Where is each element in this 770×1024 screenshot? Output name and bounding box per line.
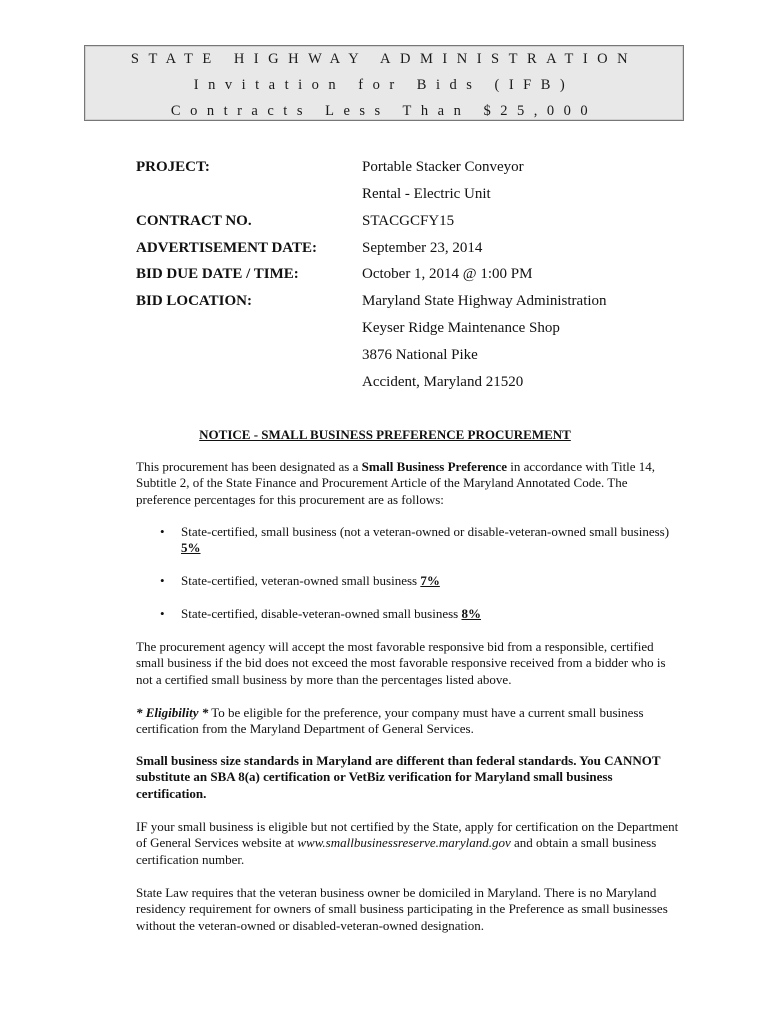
bid-location-line-4: Accident, Maryland 21520 [362, 374, 524, 390]
bid-due-label: BID DUE DATE / TIME: [136, 266, 299, 282]
bid-due-value: October 1, 2014 @ 1:00 PM [362, 266, 533, 282]
certification-paragraph [136, 819, 684, 868]
bullet-point-icon: • [160, 524, 165, 539]
dgs-website-link[interactable]: www.smallbusinessreserve.maryland.gov [297, 835, 511, 851]
bullet-text: State-certified, veteran-owned small business [181, 573, 421, 588]
bullet-item-small-business [181, 524, 681, 557]
eligibility-text: To be eligible for the preference, your company must have a current small business certification from the Maryland Department of General Services. [136, 705, 644, 737]
bullet-item-disabled-veteran-owned [181, 606, 681, 622]
advertisement-date-label: ADVERTISEMENT DATE: [136, 240, 318, 256]
bullet-percent: 7% [420, 573, 440, 588]
eligibility-paragraph [136, 705, 684, 738]
header-contract-limit: Contracts Less Than $25,000 [170, 103, 598, 119]
bullet-point-icon: • [160, 573, 165, 588]
bid-location-line-2: Keyser Ridge Maintenance Shop [362, 320, 560, 336]
bullet-text: State-certified, disable-veteran-owned small business [181, 606, 462, 621]
project-value-line-2: Rental - Electric Unit [362, 186, 491, 202]
size-standards-paragraph: Small business size standards in Maryland are different than federal standards. You CANNOT substitute an SBA 8(a) certification or VetBiz verification for Maryland small business certification. [136, 753, 661, 801]
project-value-line-1: Portable Stacker Conveyor [362, 159, 524, 175]
bid-location-line-3: 3876 National Pike [362, 347, 478, 363]
contract-number-value: STACGCFY15 [362, 213, 455, 229]
intro-text-bold: Small Business Preference [361, 459, 508, 474]
bid-location-line-1: Maryland State Highway Administration [362, 293, 607, 309]
apply-text-pre: IF your small business is eligible but not certified by the State, apply for certification on the Department of General Services website at [136, 819, 679, 851]
intro-text-post: in accordance with Title 14, Subtitle 2, of the State Finance and Procurement Article of the Maryland Annotated Code. The preference percentages for this procurement are as follows: [136, 459, 656, 507]
document-header-box [84, 45, 684, 121]
header-ifb-title: Invitation for Bids (IFB) [193, 77, 575, 93]
bullet-item-veteran-owned [181, 573, 681, 589]
bullet-percent: 8% [461, 606, 481, 621]
advertisement-date-value: September 23, 2014 [362, 240, 483, 256]
intro-paragraph [136, 459, 684, 508]
award-paragraph: The procurement agency will accept the most favorable responsive bid from a responsible, certified small business if the bid does not exceed the most favorable responsive received from a bidder who is not a certified small business by more than the percentages listed above. [136, 639, 666, 687]
intro-text-pre: This procurement has been designated as a [136, 459, 362, 474]
contract-number-label: CONTRACT NO. [136, 213, 252, 229]
project-label: PROJECT: [136, 159, 210, 175]
bullet-point-icon: • [160, 606, 165, 621]
bid-location-label: BID LOCATION: [136, 293, 252, 309]
header-agency-title: STATE HIGHWAY ADMINISTRATION [130, 51, 638, 67]
apply-text-post: and obtain a small business certification number. [136, 835, 657, 867]
bullet-text: State-certified, small business (not a veteran-owned or disable-veteran-owned small business) [181, 524, 670, 539]
eligibility-label: * Eligibility * [136, 705, 209, 720]
bullet-percent: 5% [181, 540, 201, 556]
state-law-paragraph: State Law requires that the veteran business owner be domiciled in Maryland. There is no Maryland residency requirement for owners of small business participating in the Preference as small businesses without the veteran-owned or disabled-veteran-owned designation. [136, 885, 668, 933]
notice-title: NOTICE - SMALL BUSINESS PREFERENCE PROCUREMENT [199, 427, 571, 442]
